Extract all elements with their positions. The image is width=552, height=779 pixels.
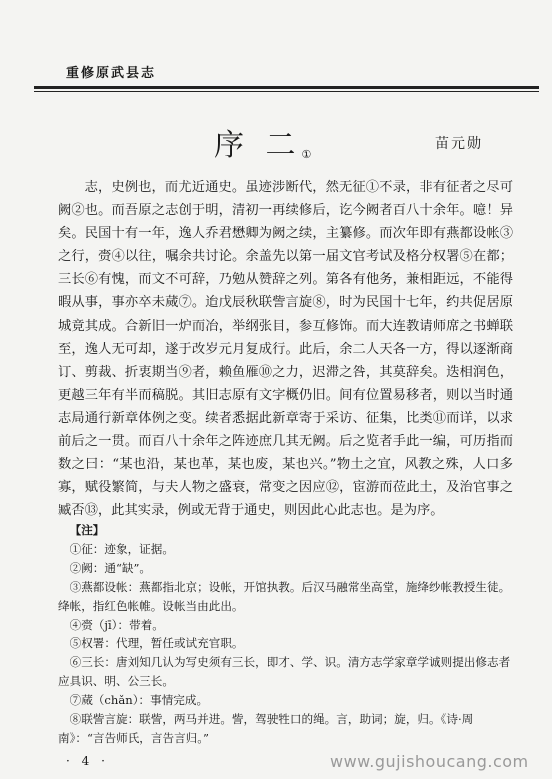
header-rule (34, 86, 539, 89)
note-item: ⑧联訾言旋：联訾，两马并进。訾，驾驶牲口的绳。言，助词；旋，归。《诗·周南》：“言告师氏，言告言归。” (58, 712, 474, 745)
note-item: ②阙：通“缺”。 (69, 560, 152, 575)
page-number: · 4 · (66, 754, 109, 768)
note-item: ①征：迹象，证据。 (69, 541, 174, 556)
header-rule-thin (34, 91, 539, 92)
note-item: ⑦蒇（chǎn）：事情完成。 (69, 693, 209, 708)
running-header-title: 重修原武县志 (66, 66, 157, 81)
preface-title (214, 120, 311, 164)
author-name: 苗元勋 (435, 136, 483, 152)
watermark-text: www.gujishoucang.com (330, 752, 529, 771)
note-item: ⑥三长：唐刘知几认为写史须有三长，即才、学、识。清方志学家章学诚则提出修志者应具识、明、公三长。 (58, 655, 511, 689)
title-note-mark: ① (301, 148, 312, 161)
note-item: ⑤权署：代理，暂任或试充官职。 (69, 636, 244, 651)
preface-title-text: 序 二 (214, 128, 302, 163)
note-item: ③燕都设帐：燕都指北京；设帐，开馆执教。后汉马融常坐高堂，施绛纱帐教授生徒。绛帐，指红色帐帷。设帐当由此出。 (58, 579, 511, 613)
preface-body (58, 176, 513, 522)
notes-heading: 【注】 (69, 523, 105, 537)
preface-paragraph: 志，史例也，而尤近通史。虽迹涉断代，然无征①不录，非有征者之尽可阙②也。而吾原之志创于明，清初一再续修后，讫今阙者百八十余年。噫！异矣。民国十有一年，逸人乔君懋卿为阙之续，主纂修。而次年即有燕都设帐③之行，赍④以往，嘱余共讨论。余盖先以第一届文官考试及格分权署⑤在都；三长⑥有愧，而文不可辞，乃勉从赞辞之列。第各有他务，兼相距远，不能得暇从事，事亦卒未蒇⑦。迨戊辰秋联訾言旋⑧，时为民国十七年，约共促居原城竟其成。合新旧一炉而冶，举纲张目，参互修饰。而大连教请师席之书蝉联至，逸人无可却，遂于改岁元月复成行。此后，余二人天各一方，得以逐渐商订、剪裁、折衷期当⑨者，赖鱼雁⑩之力，迟滞之咎，其莫辞矣。迭相润色，更越三年有半而稿脱。其旧志原有文字概仍旧。间有位置易移者，则以当时通志局通行新章体例之变。续者悉据此新章寄于采访、征集，比类⑪而详，以求前后之一贯。而百八十余年之阵迹庶几其无阙。后之览者手此一编，可历指而数之曰：“某也沿，某也革，某也废，某也兴。”物土之宜，风教之殊，人口多寡，赋役繁简，与夫人物之盛衰，常变之因应⑫，宦游而莅此土，及治官事之臧否⑬，此其实录，例或无背于通史，则因此心此志也。是为序。 (58, 180, 513, 519)
note-item: ④赍（jī）：带着。 (69, 617, 164, 632)
notes-section (58, 521, 513, 748)
